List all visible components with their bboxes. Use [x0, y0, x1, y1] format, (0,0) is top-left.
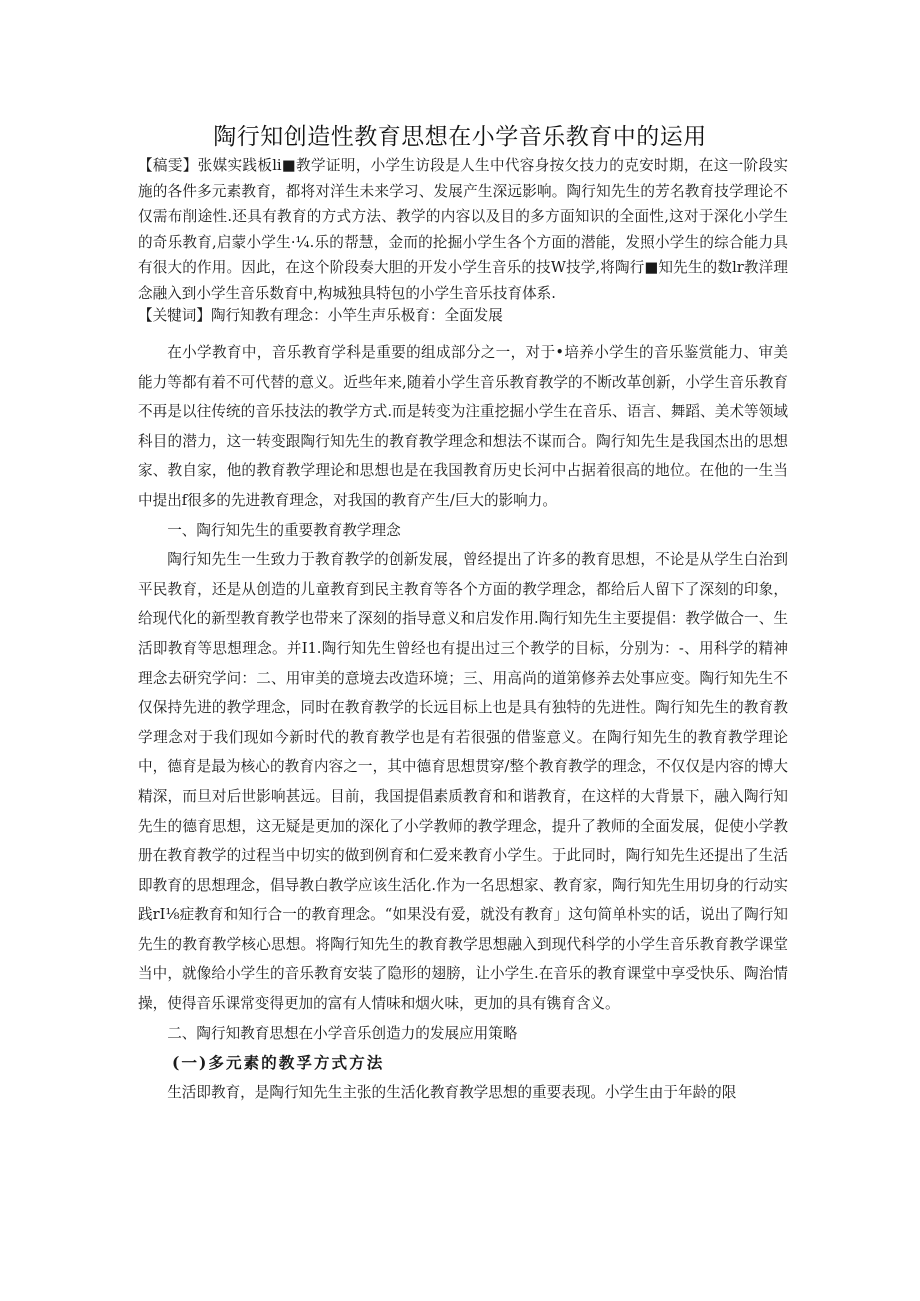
keywords-line: 【关犍词】陶行知教有理念：小竿生声乐极育：全面发展: [138, 307, 503, 324]
section-heading-2: 二、陶行知教育思想在小学音乐创造力的发展应用策略: [167, 1024, 518, 1042]
section-1-paragraph: 陶行知先生一生致力于教育教学的创新发展，曾经提出了许多的教育思想，不论是从学生白治到平民教育，还是从创造的儿童教育到民主教育等各个方面的教学理念，都给后人留下了深刻的印象，给现代化的新型教育教学也带来了深刻的指导意义和启发作用.陶行知先生主要提倡：教学做合一、生活即教育等思想理念。并I1.陶行知先生曾经也有提出过三个教学的目标，分别为：-、用科学的精神理念去研究学问：二、用审美的意境去改造环境；三、用高尚的道第修养去处事应变。陶行知先生不仅保持先进的教学理念，同时在教育教学的长远目标上也是具有独特的先进性。陶行知先生的教育教学理念对于我们现如今新时代的教育教学也是有若很强的借鉴意义。在陶行知先生的教育教学理论中，德育是最为核心的教育内容之一，其中德育思想贯穿/整个教育教学的理念，不仅仅是内容的博大精深，而旦对后世影响甚远。目前，我国提倡素质教育和和谐教育，在这样的大背景下，融入陶行知先生的德育思想，这无疑是更加的深化了小学教师的教学理念，提升了教师的全面发展，促使小学教册在教育教学的过程当中切实的做到例育和仁爱来教育小学生。于此同时，陶行知先生还提出了生活即教育的思想理念，倡导教白教学应该生活化.作为一名思想家、教育家，陶行知先生用切身的行动实践rI⅛症教育和知行合一的教育理念。“如果没有爱，就没有教育」这句简单朴实的话，说出了陶行知先生的教育教学核心思想。将陶行知先生的教育教学思想融入到现代科学的小学生音乐教育教学课堂当中，就像给小学生的音乐教育安装了隐形的翅膀，让小学生.在音乐的教育课堂中享受快乐、陶治情操，使得音乐课常变得更加的富有人情味和烟火味，更加的具有镌育含义。: [138, 551, 788, 1013]
intro-paragraph: 在小学教育中，音乐教育学科是重要的组成部分之一，对于•培养小学生的音乐鉴赏能力、审美能力等都有着不可代替的意义。近些年来,随着小学生音乐教育教学的不断改革创新，小学生音乐教育不再是以往传统的音乐技法的教学方式.而是转变为注重挖掘小学生在音乐、语言、舞蹈、美术等领域科目的潜力，这一转变跟陶行知先生的教育教学理念和想法不谋而合。陶行知先生是我国杰出的思想家、教自家，他的教育教学理论和思想也是在我国教育历史长河中占据着很高的地位。在他的一生当中提出f很多的先进教育理念，对我国的教育产生/巨大的影响力。: [138, 344, 788, 509]
abstract-paragraph: 【稿雯】张媒实践板li■教学证明，小学生访段是人生中代容身按攵技力的克安时期，在这一阶段实施的各件多元素教育，都将对洋生未来学习、发展产生深远影响。陶行知先生的芳名教育技学理论不仅需布削途性.还具有教育的方式方法、教学的内容以及目的多方面知识的全面性,这对于深化小学生的奇乐教育,启蒙小学生·¼.乐的帮慧，金而的抡掘小学生各个方面的潜能，发照小学生的综合能力具有很大的作用。因此，在这个阶段奏大胆的开发小学生音乐的技W技学,将陶行■知先生的数lr教洋理念融入到小学生音乐数育中,构城独具特包的小学生音乐技育体系.: [138, 157, 788, 302]
section-heading-1: 一、陶行知先生的重要教育教学理念: [167, 521, 401, 539]
document-title: 陶行知创造性教育思想在小学音乐教育中的运用: [213, 124, 707, 150]
body-text: [138, 338, 788, 1107]
subsection-paragraph: 生活即教育，是陶行知先生主张的生活化教育教学思想的重要表现。小学生由于年龄的限: [167, 1083, 737, 1101]
subsection-heading: (一)多元素的教孚方式方法: [172, 1053, 385, 1073]
